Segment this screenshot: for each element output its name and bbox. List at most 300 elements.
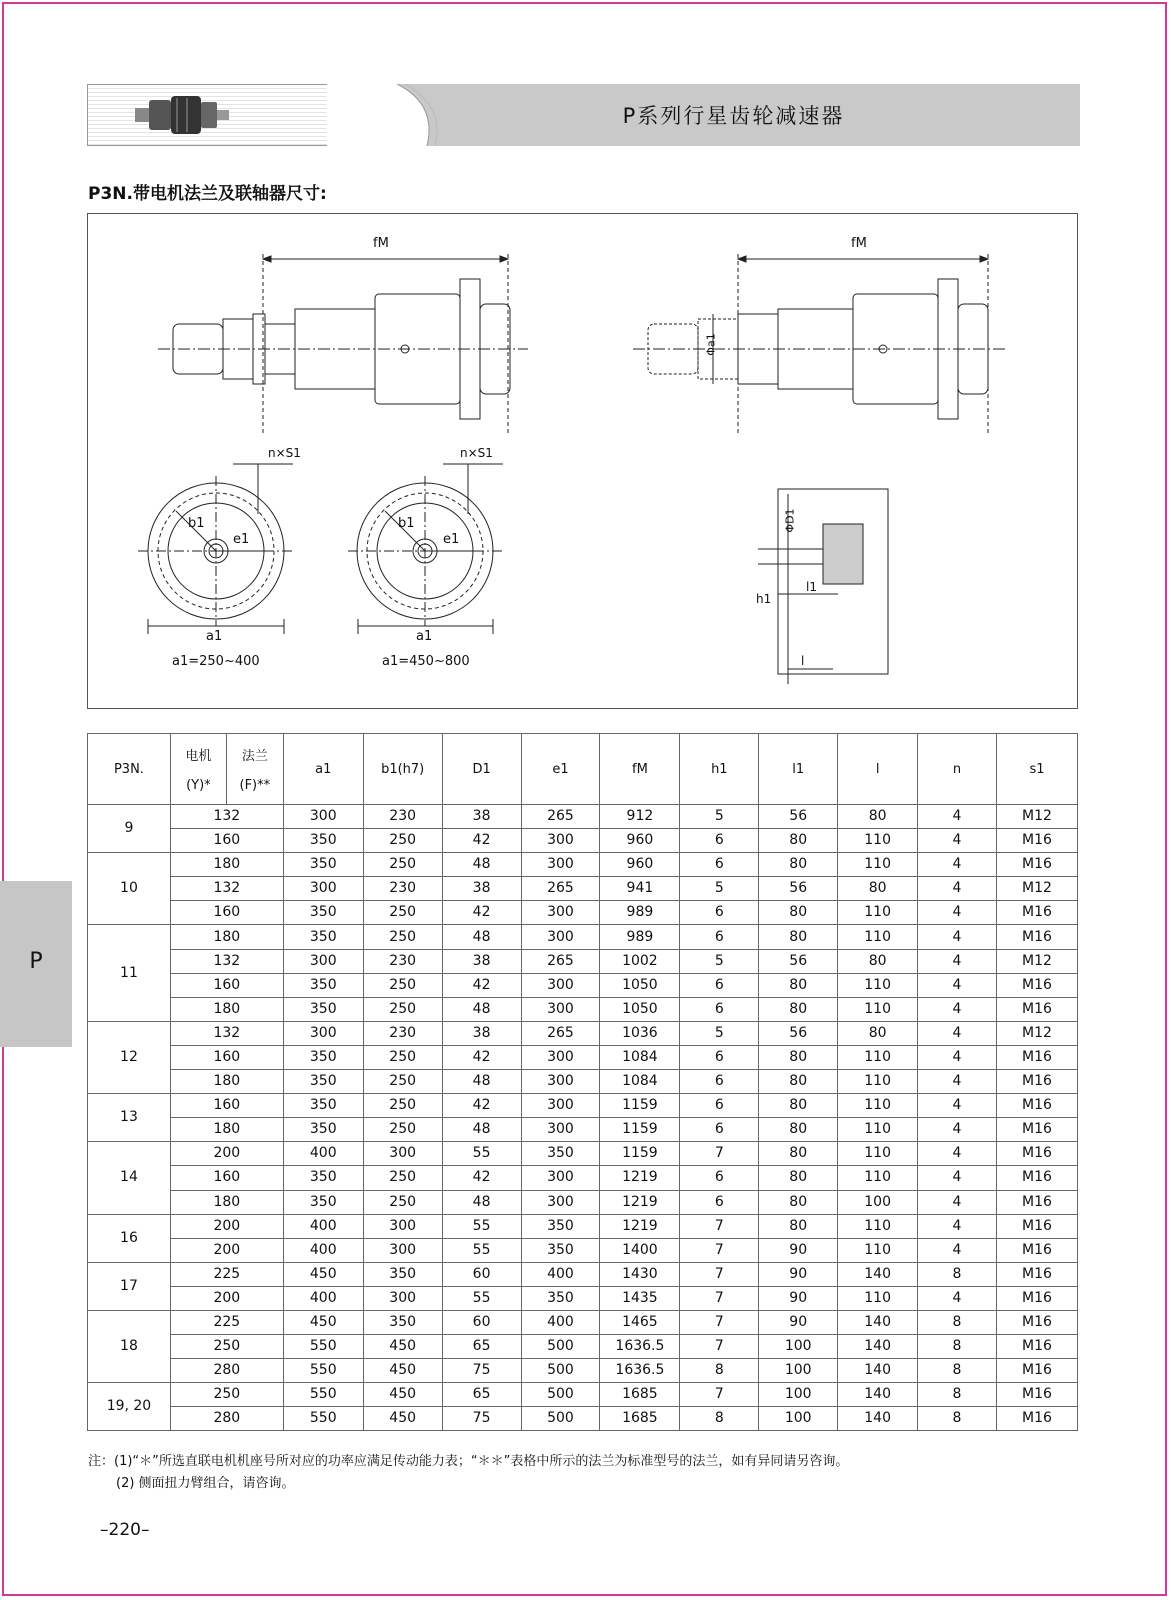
table-cell: 80 [759, 997, 838, 1021]
label-phi-d1: ΦD1 [783, 508, 797, 533]
table-cell: 400 [521, 1310, 600, 1334]
table-cell: 65 [442, 1383, 521, 1407]
label-a1-large: a1 [416, 629, 433, 644]
table-cell: 56 [759, 805, 838, 829]
table-row [88, 1094, 1078, 1118]
table-row [88, 1045, 1078, 1069]
table-cell: 250 [363, 901, 442, 925]
table-cell: 55 [442, 1286, 521, 1310]
table-cell: 250 [170, 1383, 283, 1407]
model-cell: 16 [88, 1214, 171, 1262]
table-cell: 200 [170, 1238, 283, 1262]
table-cell: 350 [283, 1045, 363, 1069]
table-cell: 48 [442, 853, 521, 877]
table-cell: 280 [170, 1359, 283, 1383]
table-row [88, 973, 1078, 997]
table-cell: 300 [283, 1021, 363, 1045]
table-cell: 250 [363, 1070, 442, 1094]
label-nxs1-small: n×S1 [268, 446, 301, 460]
table-cell: 8 [918, 1407, 997, 1431]
table-cell: 4 [918, 805, 997, 829]
table-body [88, 805, 1078, 1431]
table-cell: 200 [170, 1214, 283, 1238]
table-cell: 100 [759, 1407, 838, 1431]
table-cell: 48 [442, 997, 521, 1021]
table-cell: 4 [918, 973, 997, 997]
table-cell: 1084 [600, 1070, 680, 1094]
table-cell: 300 [521, 901, 600, 925]
table-cell: 8 [680, 1407, 759, 1431]
table-cell: 1465 [600, 1310, 680, 1334]
section-title: P3N.带电机法兰及联轴器尺寸: [88, 184, 327, 204]
table-cell: 450 [283, 1262, 363, 1286]
table-cell: 300 [521, 925, 600, 949]
table-cell: 500 [521, 1383, 600, 1407]
table-cell: 550 [283, 1335, 363, 1359]
table-cell: 38 [442, 1021, 521, 1045]
table-cell: 400 [521, 1262, 600, 1286]
label-l: l [801, 654, 805, 668]
table-cell: M16 [996, 1214, 1077, 1238]
table-cell: 300 [521, 1070, 600, 1094]
table-cell: 55 [442, 1238, 521, 1262]
table-cell: 989 [600, 925, 680, 949]
table-cell: 55 [442, 1214, 521, 1238]
table-cell: 200 [170, 1286, 283, 1310]
table-cell: 110 [838, 997, 918, 1021]
table-cell: 6 [680, 829, 759, 853]
table-cell: M12 [996, 949, 1077, 973]
table-cell: 350 [283, 853, 363, 877]
table-cell: 38 [442, 949, 521, 973]
table-cell: 350 [521, 1286, 600, 1310]
table-cell: M16 [996, 1383, 1077, 1407]
table-cell: M16 [996, 997, 1077, 1021]
table-cell: 48 [442, 1190, 521, 1214]
table-cell: 1636.5 [600, 1359, 680, 1383]
table-cell: 80 [759, 1190, 838, 1214]
table-cell: 180 [170, 853, 283, 877]
table-cell: 450 [363, 1407, 442, 1431]
side-tab-label: P [29, 949, 43, 974]
model-cell: 13 [88, 1094, 171, 1142]
table-cell: 300 [521, 1118, 600, 1142]
header-fm: fM [600, 734, 680, 805]
table-cell: 100 [759, 1335, 838, 1359]
table-cell: 80 [759, 853, 838, 877]
table-row [88, 1286, 1078, 1310]
header-h1: h1 [680, 734, 759, 805]
table-cell: 450 [363, 1335, 442, 1359]
table-cell: 8 [918, 1359, 997, 1383]
table-row [88, 997, 1078, 1021]
table-cell: M16 [996, 1166, 1077, 1190]
table-cell: 400 [283, 1214, 363, 1238]
table-cell: 1435 [600, 1286, 680, 1310]
table-cell: 4 [918, 1190, 997, 1214]
table-cell: 6 [680, 901, 759, 925]
table-cell: 1159 [600, 1118, 680, 1142]
label-nxs1-large: n×S1 [460, 446, 493, 460]
table-cell: 350 [283, 997, 363, 1021]
table-cell: 6 [680, 1118, 759, 1142]
table-cell: M16 [996, 925, 1077, 949]
table-cell: 7 [680, 1310, 759, 1334]
table-cell: 180 [170, 997, 283, 1021]
table-cell: 6 [680, 1190, 759, 1214]
table-header-row [88, 734, 1078, 805]
note-line-1: 注：(1)“＊”所选直联电机机座号所对应的功率应满足传动能力表；“＊＊”表格中所示的法兰为标准型号的法兰，如有异同请另咨询。 [88, 1454, 849, 1469]
table-cell: 80 [759, 973, 838, 997]
table-cell: 5 [680, 877, 759, 901]
table-cell: 8 [918, 1383, 997, 1407]
table-cell: 80 [759, 1142, 838, 1166]
table-cell: 132 [170, 1021, 283, 1045]
flange-view-small [138, 464, 293, 634]
caption-small-flange: a1=250~400 [172, 654, 260, 669]
table-cell: 4 [918, 1238, 997, 1262]
table-cell: 225 [170, 1262, 283, 1286]
table-cell: 1430 [600, 1262, 680, 1286]
table-cell: 4 [918, 1021, 997, 1045]
table-cell: 300 [363, 1142, 442, 1166]
table-cell: 80 [759, 1045, 838, 1069]
table-cell: M12 [996, 805, 1077, 829]
table-cell: 250 [170, 1335, 283, 1359]
table-cell: 80 [759, 1118, 838, 1142]
model-cell: 18 [88, 1310, 171, 1382]
table-cell: 6 [680, 853, 759, 877]
technical-drawing [87, 213, 1078, 709]
table-cell: 230 [363, 805, 442, 829]
table-row [88, 1238, 1078, 1262]
table-cell: 4 [918, 997, 997, 1021]
table-cell: 8 [918, 1310, 997, 1334]
table-cell: 941 [600, 877, 680, 901]
table-cell: 75 [442, 1407, 521, 1431]
table-cell: 160 [170, 973, 283, 997]
table-cell: 80 [759, 1214, 838, 1238]
table-cell: 7 [680, 1238, 759, 1262]
table-cell: 100 [838, 1190, 918, 1214]
table-cell: 400 [283, 1286, 363, 1310]
table-cell: 56 [759, 877, 838, 901]
table-cell: 110 [838, 829, 918, 853]
table-cell: 960 [600, 853, 680, 877]
table-cell: 250 [363, 829, 442, 853]
table-cell: 1036 [600, 1021, 680, 1045]
table-cell: M16 [996, 1407, 1077, 1431]
side-tab [0, 881, 72, 1047]
table-cell: 300 [363, 1214, 442, 1238]
header-a1: a1 [283, 734, 363, 805]
table-cell: 989 [600, 901, 680, 925]
table-cell: 350 [283, 973, 363, 997]
table-cell: 90 [759, 1310, 838, 1334]
table-cell: 265 [521, 949, 600, 973]
table-cell: 300 [521, 853, 600, 877]
table-cell: 110 [838, 1045, 918, 1069]
table-cell: 80 [838, 877, 918, 901]
table-cell: 225 [170, 1310, 283, 1334]
table-cell: 4 [918, 949, 997, 973]
table-cell: 350 [283, 1166, 363, 1190]
table-cell: 1050 [600, 973, 680, 997]
table-cell: 140 [838, 1359, 918, 1383]
table-cell: 4 [918, 1286, 997, 1310]
table-cell: 42 [442, 1166, 521, 1190]
table-cell: 350 [283, 1070, 363, 1094]
table-row [88, 829, 1078, 853]
table-row [88, 901, 1078, 925]
header-l: l [838, 734, 918, 805]
table-cell: M16 [996, 1310, 1077, 1334]
table-cell: 110 [838, 1238, 918, 1262]
table-cell: 350 [283, 1094, 363, 1118]
table-cell: M12 [996, 877, 1077, 901]
table-cell: 960 [600, 829, 680, 853]
header-b1: b1(h7) [363, 734, 442, 805]
table-cell: 100 [759, 1383, 838, 1407]
table-cell: 80 [759, 925, 838, 949]
table-cell: 350 [521, 1238, 600, 1262]
table-cell: 110 [838, 853, 918, 877]
table-cell: 110 [838, 901, 918, 925]
table-cell: 80 [759, 1070, 838, 1094]
table-row [88, 1214, 1078, 1238]
table-cell: M16 [996, 1286, 1077, 1310]
table-cell: 250 [363, 1118, 442, 1142]
header-banner [87, 84, 1080, 146]
table-cell: M16 [996, 1335, 1077, 1359]
table-row [88, 1070, 1078, 1094]
table-cell: 1159 [600, 1094, 680, 1118]
table-cell: 250 [363, 1094, 442, 1118]
table-cell: 250 [363, 853, 442, 877]
table-cell: 110 [838, 1094, 918, 1118]
label-b1-large: b1 [398, 516, 415, 531]
table-cell: 350 [521, 1214, 600, 1238]
table-cell: 42 [442, 829, 521, 853]
table-cell: 132 [170, 805, 283, 829]
table-cell: M16 [996, 1142, 1077, 1166]
table-cell: 80 [759, 901, 838, 925]
label-l1: l1 [806, 580, 817, 594]
table-cell: 1084 [600, 1045, 680, 1069]
side-view-left [158, 254, 528, 434]
header-model: P3N. [88, 734, 171, 805]
table-cell: 4 [918, 1142, 997, 1166]
table-cell: 110 [838, 1214, 918, 1238]
table-cell: 550 [283, 1383, 363, 1407]
table-cell: 80 [759, 1166, 838, 1190]
table-cell: M16 [996, 1045, 1077, 1069]
table-cell: 80 [759, 1094, 838, 1118]
table-cell: 1002 [600, 949, 680, 973]
table-cell: 250 [363, 1190, 442, 1214]
table-cell: 140 [838, 1383, 918, 1407]
table-cell: 350 [283, 925, 363, 949]
table-cell: 110 [838, 1070, 918, 1094]
table-row [88, 1190, 1078, 1214]
table-cell: 110 [838, 973, 918, 997]
header-flange-top: 法兰 [241, 749, 268, 764]
table-row [88, 877, 1078, 901]
label-a1-small: a1 [206, 629, 223, 644]
table-cell: 110 [838, 1286, 918, 1310]
table-cell: 300 [521, 1045, 600, 1069]
table-cell: 42 [442, 901, 521, 925]
label-fm-left: fM [373, 236, 389, 251]
table-cell: M16 [996, 1094, 1077, 1118]
table-cell: 200 [170, 1142, 283, 1166]
table-cell: 100 [759, 1359, 838, 1383]
table-cell: 300 [283, 949, 363, 973]
table-cell: 300 [521, 829, 600, 853]
table-cell: 1219 [600, 1214, 680, 1238]
notes [88, 1451, 848, 1495]
table-row [88, 1118, 1078, 1142]
table-cell: 80 [838, 805, 918, 829]
table-cell: 300 [521, 1166, 600, 1190]
table-cell: 7 [680, 1286, 759, 1310]
table-cell: 500 [521, 1335, 600, 1359]
table-cell: 90 [759, 1238, 838, 1262]
table-cell: 550 [283, 1407, 363, 1431]
table-cell: 300 [283, 877, 363, 901]
table-cell: 4 [918, 1166, 997, 1190]
table-cell: 300 [363, 1286, 442, 1310]
page-title: P系列行星齿轮减速器 [622, 104, 845, 128]
side-view-right [633, 254, 1008, 434]
table-cell: 350 [283, 829, 363, 853]
caption-large-flange: a1=450~800 [382, 654, 470, 669]
header-motor-bottom: (Y)* [186, 778, 211, 793]
table-cell: M16 [996, 901, 1077, 925]
flange-view-large [348, 464, 503, 634]
table-cell: M16 [996, 1190, 1077, 1214]
table-cell: 1159 [600, 1142, 680, 1166]
model-cell: 14 [88, 1142, 171, 1214]
table-cell: 5 [680, 949, 759, 973]
table-cell: M16 [996, 1359, 1077, 1383]
table-cell: 6 [680, 997, 759, 1021]
table-cell: 6 [680, 1045, 759, 1069]
table-cell: 300 [283, 805, 363, 829]
table-cell: 280 [170, 1407, 283, 1431]
table-cell: 4 [918, 829, 997, 853]
table-cell: 60 [442, 1262, 521, 1286]
table-cell: 180 [170, 1118, 283, 1142]
table-cell: 265 [521, 1021, 600, 1045]
table-cell: 4 [918, 1045, 997, 1069]
table-cell: M16 [996, 1238, 1077, 1262]
table-cell: 300 [521, 1094, 600, 1118]
table-cell: 4 [918, 877, 997, 901]
table-row [88, 1359, 1078, 1383]
table-cell: 6 [680, 1094, 759, 1118]
table-cell: 300 [363, 1238, 442, 1262]
table-cell: 8 [918, 1262, 997, 1286]
label-h1: h1 [756, 592, 772, 606]
table-cell: 180 [170, 1190, 283, 1214]
table-cell: 400 [283, 1238, 363, 1262]
table-cell: M16 [996, 973, 1077, 997]
table-cell: 250 [363, 973, 442, 997]
table-cell: 65 [442, 1335, 521, 1359]
table-row [88, 1166, 1078, 1190]
table-cell: 110 [838, 1142, 918, 1166]
table-cell: 38 [442, 805, 521, 829]
table-cell: 180 [170, 925, 283, 949]
header-flange-bottom: (F)** [239, 778, 271, 793]
table-cell: 1219 [600, 1166, 680, 1190]
header-motor [170, 734, 226, 805]
table-cell: M16 [996, 1262, 1077, 1286]
table-cell: 90 [759, 1286, 838, 1310]
table-cell: 1685 [600, 1407, 680, 1431]
table-row [88, 1407, 1078, 1431]
label-b1-small: b1 [188, 516, 205, 531]
table-cell: 500 [521, 1359, 600, 1383]
table-cell: 500 [521, 1407, 600, 1431]
dimensions-table [87, 733, 1078, 1431]
model-cell: 11 [88, 925, 171, 1021]
table-cell: 230 [363, 1021, 442, 1045]
table-cell: 450 [283, 1310, 363, 1334]
table-cell: 230 [363, 877, 442, 901]
table-cell: 6 [680, 1166, 759, 1190]
table-cell: 110 [838, 925, 918, 949]
table-cell: 350 [283, 901, 363, 925]
table-cell: M16 [996, 853, 1077, 877]
label-fm-right: fM [851, 236, 867, 251]
table-cell: 7 [680, 1214, 759, 1238]
table-cell: 42 [442, 1045, 521, 1069]
table-cell: 1685 [600, 1383, 680, 1407]
table-cell: 4 [918, 1118, 997, 1142]
header-l1: l1 [759, 734, 838, 805]
table-cell: 56 [759, 1021, 838, 1045]
header-s1: s1 [996, 734, 1077, 805]
header-e1: e1 [521, 734, 600, 805]
table-row [88, 1335, 1078, 1359]
table-cell: 180 [170, 1070, 283, 1094]
table-cell: 250 [363, 1166, 442, 1190]
header-flange [226, 734, 283, 805]
table-cell: 350 [363, 1262, 442, 1286]
table-cell: M16 [996, 1070, 1077, 1094]
coupling-detail [758, 489, 888, 684]
table-cell: 1400 [600, 1238, 680, 1262]
table-cell: 7 [680, 1383, 759, 1407]
model-cell: 9 [88, 805, 171, 853]
table-cell: 265 [521, 877, 600, 901]
table-cell: 132 [170, 949, 283, 973]
table-row [88, 1142, 1078, 1166]
table-cell: 160 [170, 1094, 283, 1118]
table-row [88, 1383, 1078, 1407]
table-cell: 140 [838, 1262, 918, 1286]
header-n: n [918, 734, 997, 805]
table-cell: M16 [996, 829, 1077, 853]
page-number: –220– [100, 1520, 150, 1540]
header-motor-top: 电机 [185, 749, 212, 764]
table-cell: 140 [838, 1310, 918, 1334]
table-cell: 350 [283, 1118, 363, 1142]
table-cell: 38 [442, 877, 521, 901]
table-cell: 48 [442, 1118, 521, 1142]
